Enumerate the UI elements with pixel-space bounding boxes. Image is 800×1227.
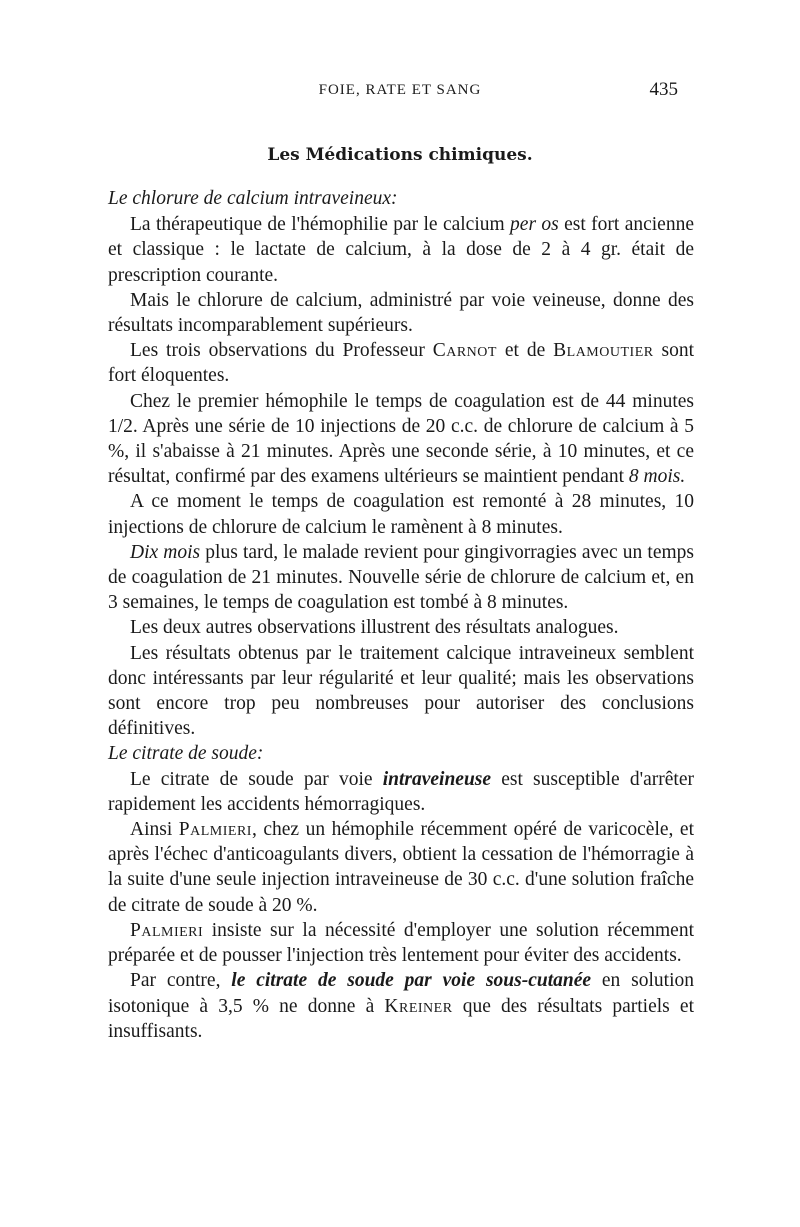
paragraph-9: Le citrate de soude par voie intraveineuse est susceptible d'arrêter rapidement les accidents hémorragiques. bbox=[108, 768, 695, 815]
body-text bbox=[108, 186, 694, 1044]
paragraph-8: Les résultats obtenus par le traitement calcique intraveineux semblent donc intéressants par leur régularité et leur qualité; mais les observations sont encore trop peu nombreuses pour autoriser des conclusions définitives. bbox=[108, 642, 694, 740]
paragraph-7: Les deux autres observations illustrent des résultats analogues. bbox=[130, 617, 619, 639]
page-number: 435 bbox=[649, 79, 678, 100]
subheading-calcium: Le chlorure de calcium intraveineux: bbox=[108, 188, 398, 209]
running-title: FOIE, RATE ET SANG bbox=[318, 82, 482, 98]
subheading-citrate: Le citrate de soude: bbox=[108, 743, 264, 765]
paragraph-4: Chez le premier hémophile le temps de coagulation est de 44 minutes 1/2. Après une série de 10 injections de 20 c.c. de chlorure de calcium à 5 %, il s'abaisse à 21 minutes. Après une seconde série, à 10 minutes, et ce résultat, confirmé par des examens ultérieurs se maintient pendant 8 mois. bbox=[108, 390, 694, 488]
paragraph-12: Par contre, le citrate de soude par voie sous-cutanée en solution isotonique à 3,5 % ne donne à Kreiner que des résultats partiels et insuffisants. bbox=[108, 970, 694, 1042]
paragraph-10: Ainsi Palmieri, chez un hémophile récemment opéré de varicocèle, et après l'échec d'anticoagulants divers, obtient la cessation de l'hémorragie à la suite d'une seule injection intraveineuse de 30 c.c. d'une solution fraîche de citrate de soude à 20 %. bbox=[108, 819, 694, 916]
section-heading: Les Médications chimiques. bbox=[267, 145, 533, 165]
paragraph-2: Mais le chlorure de calcium, administré par voie veineuse, donne des résultats incomparablement supérieurs. bbox=[108, 289, 694, 337]
paragraph-3: Les trois observations du Professeur Carnot et de Blamoutier sont fort éloquentes. bbox=[108, 340, 695, 387]
paragraph-5: A ce moment le temps de coagulation est remonté à 28 minutes, 10 injections de chlorure de calcium le ramènent à 8 minutes. bbox=[108, 491, 694, 538]
paragraph-1: La thérapeutique de l'hémophilie par le calcium per os est fort ancienne et classique : le lactate de calcium, à la dose de 2 à 4 gr. était de prescription courante. bbox=[108, 214, 694, 286]
paragraph-11: Palmieri insiste sur la nécessité d'employer une solution récemment préparée et de pousser l'injection très lentement pour éviter des accidents. bbox=[108, 919, 694, 967]
paragraph-6: Dix mois plus tard, le malade revient pour gingivorragies avec un temps de coagulation de 21 minutes. Nouvelle série de chlorure de calcium et, en 3 semaines, le temps de coagulation est tombé à 8 minutes. bbox=[108, 541, 694, 614]
